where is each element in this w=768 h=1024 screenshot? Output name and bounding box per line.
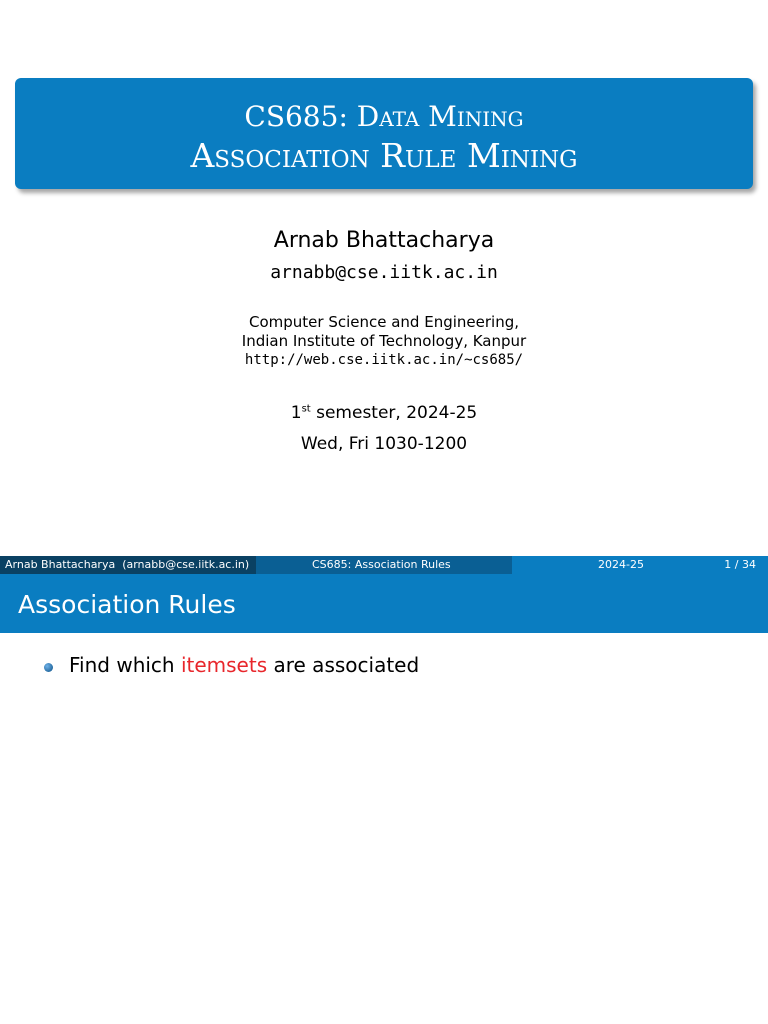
- bullet-text-after: are associated: [267, 653, 420, 677]
- semester-superscript: st: [301, 403, 311, 415]
- frame-title: Association Rules: [18, 590, 236, 619]
- bullet-text: [69, 653, 419, 677]
- footer-course: CS685: Association Rules: [256, 556, 512, 574]
- department: Computer Science and Engineering,: [248, 313, 519, 331]
- institute: Indian Institute of Technology, Kanpur: [241, 332, 527, 350]
- author-email: arnabb@cse.iitk.ac.in: [270, 262, 498, 283]
- semester: [0, 403, 768, 423]
- author-name: Arnab Bhattacharya: [273, 228, 495, 253]
- semester-text: semester, 2024-25: [310, 403, 478, 423]
- slide-footer: [0, 556, 768, 574]
- semester-number: 1: [290, 403, 302, 423]
- title-box: [15, 78, 753, 189]
- bullet-text-before: Find which: [69, 653, 181, 677]
- footer-author: Arnab Bhattacharya (arnabb@cse.iitk.ac.in): [0, 556, 256, 574]
- footer-page-number: 1 / 34: [724, 558, 756, 571]
- bullet-icon: [44, 663, 53, 672]
- course-url[interactable]: http://web.cse.iitk.ac.in/~cs685/: [244, 352, 524, 368]
- frame-title-bar: [0, 574, 768, 633]
- course-title: CS685: Data Mining: [244, 100, 524, 133]
- footer-right: [512, 556, 768, 574]
- bullet-highlight: itemsets: [180, 653, 268, 677]
- footer-year: 2024-25: [598, 558, 644, 571]
- schedule: Wed, Fri 1030-1200: [300, 434, 468, 454]
- lecture-title: Association Rule Mining: [190, 136, 578, 175]
